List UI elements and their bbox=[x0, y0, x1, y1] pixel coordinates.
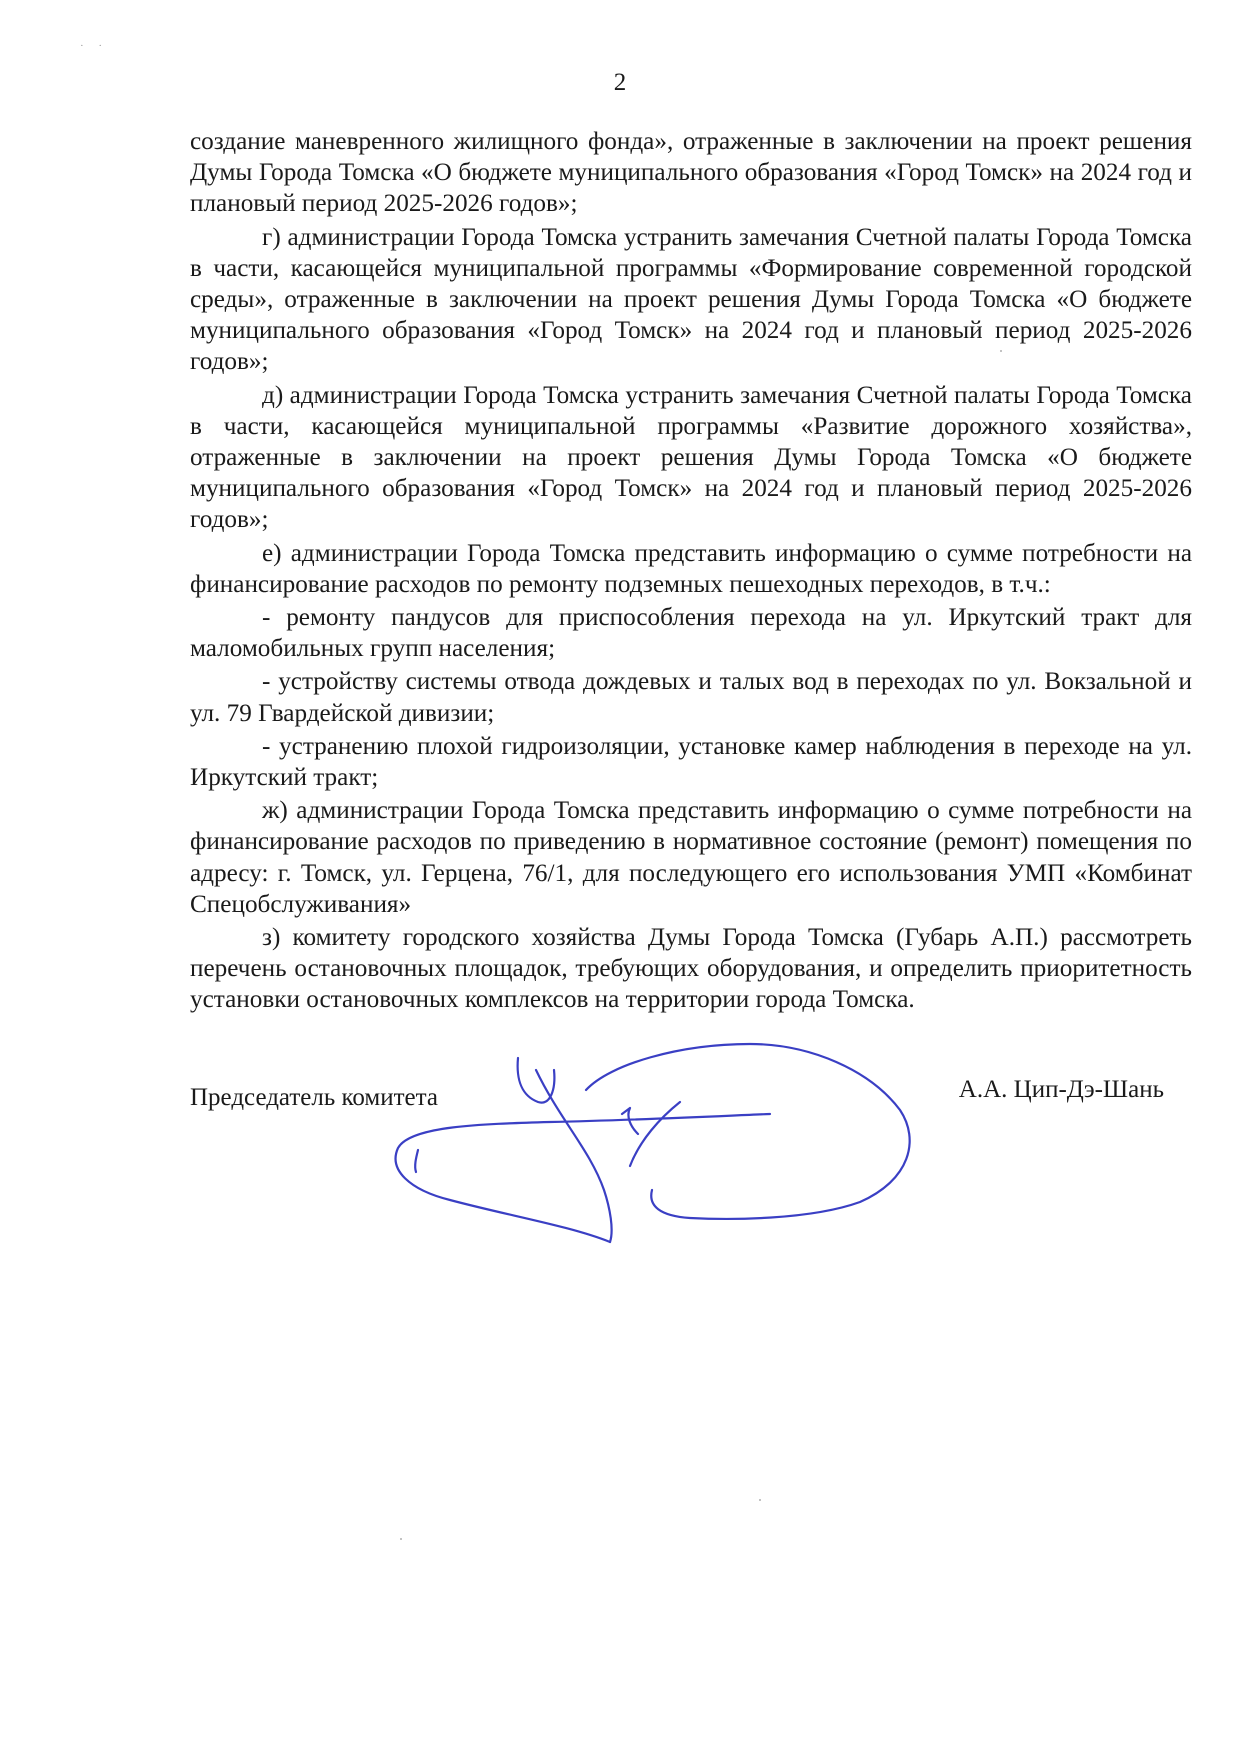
document-body bbox=[190, 126, 1192, 1018]
paragraph-item-e-sub-2: - устройству системы отвода дождевых и талых вод в переходах по ул. Вокзальной и ул. 79 Гвардейской дивизии; bbox=[190, 668, 1192, 727]
paragraph-item-e-sub-1: - ремонту пандусов для приспособления перехода на ул. Иркутский тракт для маломобильных групп населения; bbox=[190, 604, 1192, 663]
paragraph-item-g: г) администрации Города Томска устранить замечания Счетной палаты Города Томска в части, касающейся муниципальной программы «Формирование современной городской среды», отраженные в заключении на проект решения Думы Города Томска «О бюджете муниципального образования «Город Томск» на 2024 год и плановый период 2025-2026 годов»; bbox=[190, 223, 1192, 376]
paragraph-item-z: з) комитету городского хозяйства Думы Города Томска (Губарь А.П.) рассмотреть перечень остановочных площадок, требующих оборудования, и определить приоритетность установки остановочных комплексов на территории города Томска. bbox=[190, 924, 1192, 1014]
signatory-name: А.А. Цип-Дэ-Шань bbox=[958, 1076, 1164, 1103]
paragraph-item-e-sub-3: - устранению плохой гидроизоляции, установке камер наблюдения в переходе на ул. Иркутский тракт; bbox=[190, 732, 1192, 792]
page-number: 2 bbox=[613, 69, 627, 96]
handwritten-signature bbox=[390, 1030, 950, 1270]
paragraph-continuation: создание маневренного жилищного фонда», отраженные в заключении на проект решения Думы Города Томска «О бюджете муниципального образования «Город Томск» на 2024 год и плановый период 2025-2026 годов»; bbox=[190, 128, 1192, 218]
scan-speck bbox=[1000, 350, 1002, 352]
scan-speck bbox=[400, 1538, 402, 1540]
paragraph-item-e: е) администрации Города Томска представить информацию о сумме потребности на финансирование расходов по ремонту подземных пешеходных переходов, в т.ч.: bbox=[190, 539, 1192, 598]
scan-speck bbox=[759, 1499, 761, 1501]
scan-marks: · · bbox=[80, 40, 109, 52]
signatory-role: Председатель комитета bbox=[190, 1084, 438, 1111]
paragraph-item-d: д) администрации Города Томска устранить замечания Счетной палаты Города Томска в части, касающейся муниципальной программы «Развитие дорожного хозяйства», отраженные в заключении на проект решения Думы Города Томска «О бюджете муниципального образования «Город Томск» на 2024 год и плановый период 2025-2026 годов»; bbox=[190, 381, 1192, 534]
paragraph-item-zh: ж) администрации Города Томска представить информацию о сумме потребности на финансирование расходов по приведению в нормативное состояние (ремонт) помещения по адресу: г. Томск, ул. Герцена, 76/1, для последующего его использования УМП «Комбинат Спецобслуживания» bbox=[190, 797, 1192, 918]
